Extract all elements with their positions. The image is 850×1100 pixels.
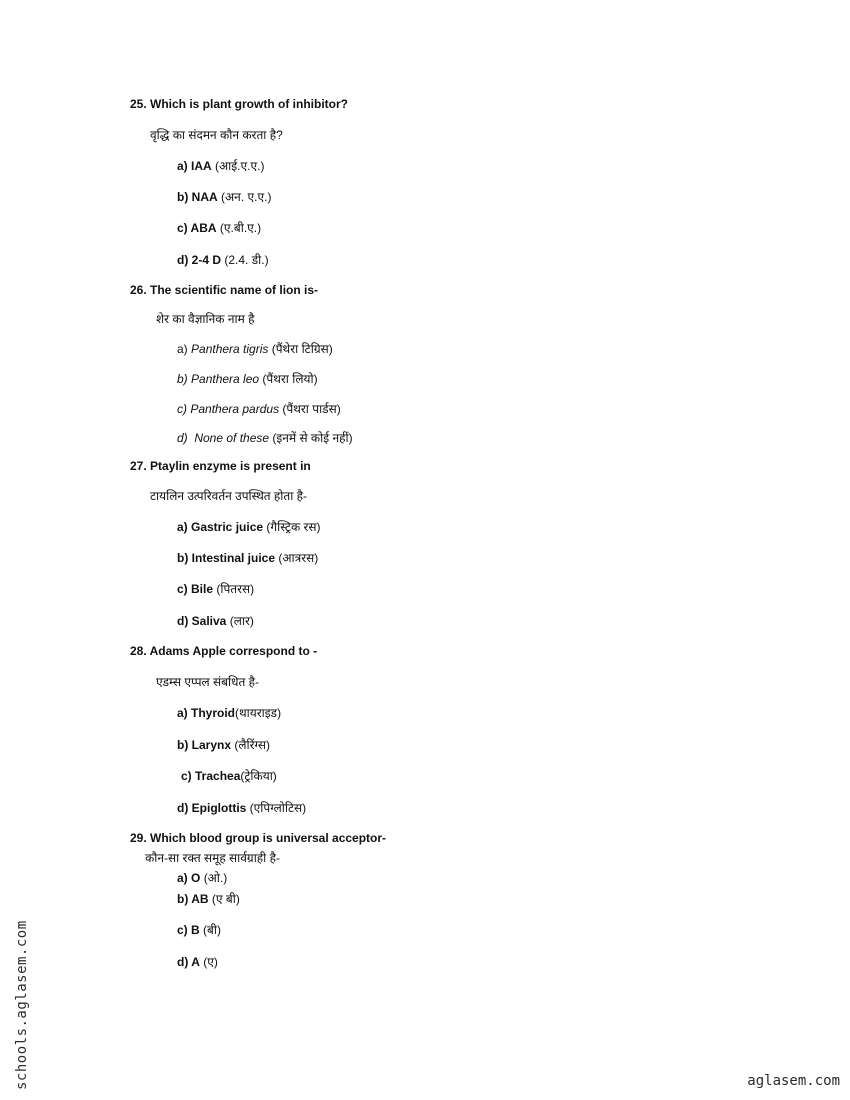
option-25-d [177, 252, 269, 268]
option-label: b) NAA [177, 190, 218, 204]
option-hindi: (आत्ररस) [278, 551, 319, 565]
option-hindi: (गैस्ट्रिक रस) [266, 520, 321, 534]
option-hindi: (ए बी) [211, 892, 240, 906]
option-label: c) ABA [177, 221, 217, 235]
option-hindi: (ट्रेकिया) [240, 769, 277, 783]
option-hindi: (ए.बी.ए.) [219, 221, 262, 235]
option-label: c) [177, 402, 187, 416]
option-hindi: (पैंथेरा टिग्रिस) [271, 342, 333, 356]
option-label: a) IAA [177, 159, 212, 173]
option-hindi: (लैरिंग्स) [234, 738, 270, 752]
option-english: Panthera leo [191, 372, 260, 386]
option-label: c) Bile [177, 582, 214, 596]
option-label: a) Thyroid [177, 706, 236, 720]
option-26-a [177, 341, 333, 357]
option-label: d) A [177, 955, 200, 969]
option-27-b [177, 550, 318, 566]
option-25-c [177, 220, 261, 236]
option-29-d [177, 954, 218, 970]
option-english: Panthera tigris [191, 342, 269, 356]
option-label: d) [177, 431, 188, 445]
question-28-hindi: एडम्स एप्पल संबधित है- [156, 675, 260, 689]
option-label: a) [177, 342, 188, 356]
option-28-b [177, 737, 270, 753]
option-hindi: (आई.ए.ए.) [215, 159, 265, 173]
option-hindi: (2.4. डी.) [224, 253, 269, 267]
option-hindi: (थायराइड) [235, 706, 282, 720]
option-label: b) AB [177, 892, 209, 906]
option-28-c [181, 768, 277, 784]
option-hindi: (एपिग्लोटिस) [249, 801, 307, 815]
option-english: Panthera pardus [190, 402, 280, 416]
option-26-d [177, 430, 353, 446]
option-hindi: (पितरस) [216, 582, 255, 596]
question-25-hindi: वृद्धि का संदमन कौन करता है? [150, 128, 283, 142]
option-27-a [177, 519, 321, 535]
option-label: a) O [177, 871, 201, 885]
option-hindi: (अन. ए.ए.) [221, 190, 272, 204]
option-hindi: (पैंथरा लियो) [262, 372, 318, 386]
option-29-a [177, 870, 227, 886]
option-label: a) Gastric juice [177, 520, 264, 534]
option-hindi: (पैंथरा पार्डस) [282, 402, 341, 416]
option-27-d [177, 613, 254, 629]
option-label: c) B [177, 923, 200, 937]
option-27-c [177, 581, 254, 597]
option-label: c) Trachea [181, 769, 241, 783]
option-label: d) 2-4 D [177, 253, 222, 267]
option-label: b) Intestinal juice [177, 551, 276, 565]
option-29-c [177, 922, 221, 938]
option-hindi: (बी) [203, 923, 221, 937]
option-26-b [177, 371, 318, 387]
question-27-hindi: टायलिन उत्परिवर्तन उपस्थित होता है- [150, 489, 308, 503]
option-25-b [177, 189, 271, 205]
question-26-text: 26. The scientific name of lion is- [130, 283, 319, 297]
question-29-hindi: कौन-सा रक्त समूह सार्वग्राही है- [145, 851, 280, 865]
option-hindi: (ओ.) [203, 871, 228, 885]
option-label: d) Epiglottis [177, 801, 247, 815]
question-26-hindi: शेर का वैज्ञानिक नाम है [156, 312, 255, 326]
option-28-d [177, 800, 306, 816]
option-label: d) Saliva [177, 614, 227, 628]
option-25-a [177, 158, 264, 174]
option-26-c [177, 401, 341, 417]
side-watermark: schools.aglasem.com [14, 920, 30, 1090]
option-hindi: (ए) [203, 955, 218, 969]
option-29-b [177, 891, 240, 907]
option-hindi: (इनमें से कोई नहीं) [272, 431, 353, 445]
question-29-text: 29. Which blood group is universal acceptor- [130, 831, 387, 845]
footer-watermark: aglasem.com [747, 1073, 840, 1089]
question-27-text: 27. Ptaylin enzyme is present in [130, 459, 311, 473]
question-25-text: 25. Which is plant growth of inhibitor? [130, 97, 348, 111]
option-28-a [177, 705, 281, 721]
option-hindi: (लार) [229, 614, 254, 628]
question-28-text: 28. Adams Apple correspond to - [130, 644, 318, 658]
option-english: None of these [194, 431, 270, 445]
option-label: b) [177, 372, 188, 386]
option-label: b) Larynx [177, 738, 232, 752]
